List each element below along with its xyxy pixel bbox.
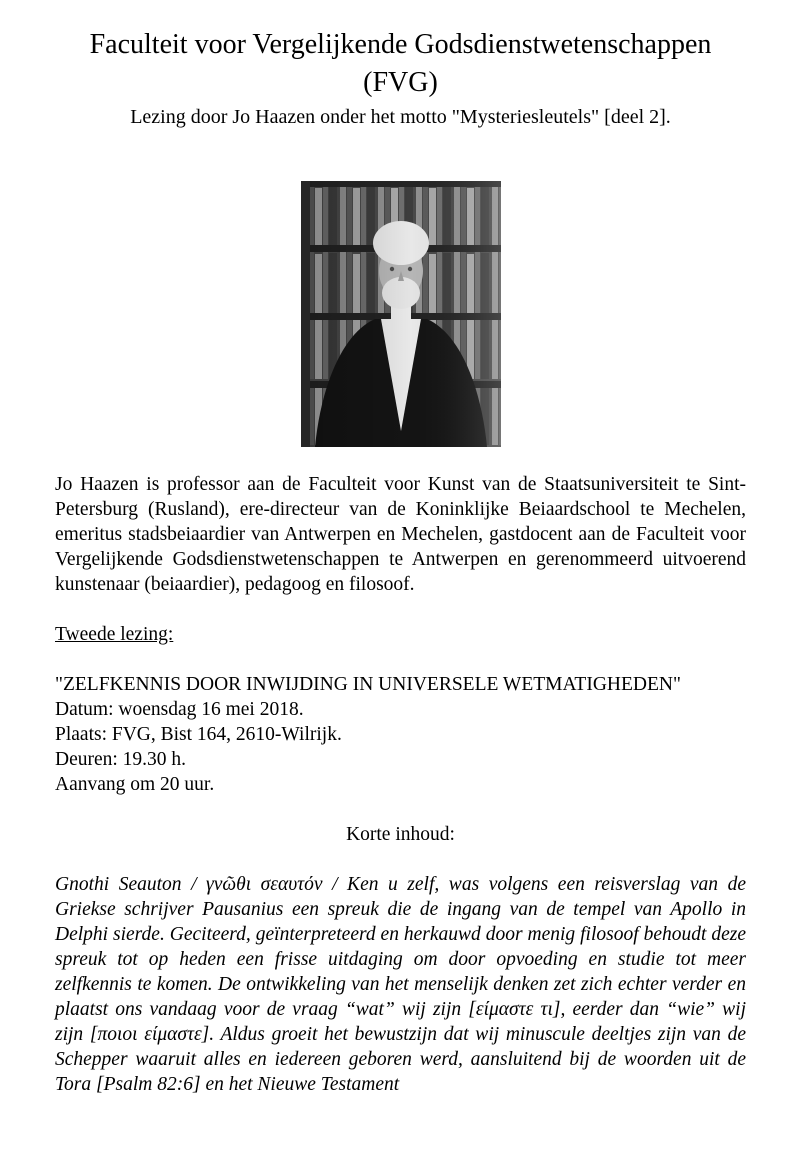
lecture-start-time: Aanvang om 20 uur. bbox=[55, 774, 215, 795]
photo-lighting-overlay bbox=[301, 181, 501, 447]
jo-haazen-portrait-photo bbox=[301, 181, 501, 447]
lecture-details-block bbox=[55, 672, 746, 797]
page-title-line1: Faculteit voor Vergelijkende Godsdienstwetenschappen bbox=[89, 29, 712, 60]
summary-paragraph: Gnothi Seauton / γνῶθι σεαυτόν / Ken u zelf, was volgens een reisverslag van de Griekse schrijver Pausanius een spreuk die de ingang van de tempel van Apollo in Delphi sierde. Geciteerd, geïnterpreteerd en herkauwd door menig filosoof behoudt deze spreuk tot op heden een frisse uitdaging om door opvoeding en studie tot meer zelfkennis te komen. De ontwikkeling van het menselijk denken zet zich echter verder en plaatst ons vandaag voor de vraag “wat” wij zijn [είμαστε τι], eerder dan “wie” wij zijn [ποιοι είμαστε]. Aldus groeit het bewustzijn dat wij minuscule deeltjes zijn van de Schepper waaruit alles en iedereen geboren werd, aansluitend bij de woorden uit de Tora [Psalm 82:6] en het Nieuwe Testament bbox=[55, 874, 746, 1095]
portrait-photo-graphic bbox=[301, 181, 501, 447]
lecture-subtitle: Lezing door Jo Haazen onder het motto "Mysteriesleutels" [deel 2]. bbox=[130, 106, 671, 128]
lecture-doors-time: Deuren: 19.30 h. bbox=[55, 749, 187, 770]
summary-heading: Korte inhoud: bbox=[346, 824, 455, 845]
second-lecture-label bbox=[55, 622, 746, 647]
page-title bbox=[55, 26, 746, 102]
lecture-location: Plaats: FVG, Bist 164, 2610-Wilrijk. bbox=[55, 724, 342, 745]
lecture-title: "ZELFKENNIS DOOR INWIJDING IN UNIVERSELE WETMATIGHEDEN" bbox=[55, 674, 681, 695]
lecture-date: Datum: woensdag 16 mei 2018. bbox=[55, 699, 304, 720]
second-lecture-label-text: Tweede lezing: bbox=[55, 624, 174, 645]
page-title-line2: (FVG) bbox=[363, 67, 438, 98]
bio-paragraph: Jo Haazen is professor aan de Faculteit voor Kunst van de Staatsuniversiteit te Sint-Petersburg (Rusland), ere-directeur van de Koninklijke Beiaardschool te Mechelen, emeritus stadsbeiaardier van Antwerpen en Mechelen, gastdocent aan de Faculteit voor Vergelijkende Godsdienstwetenschappen te Antwerpen en gerenommeerd uitvoerend kunstenaar (beiaardier), pedagoog en filosoof. bbox=[55, 474, 746, 595]
